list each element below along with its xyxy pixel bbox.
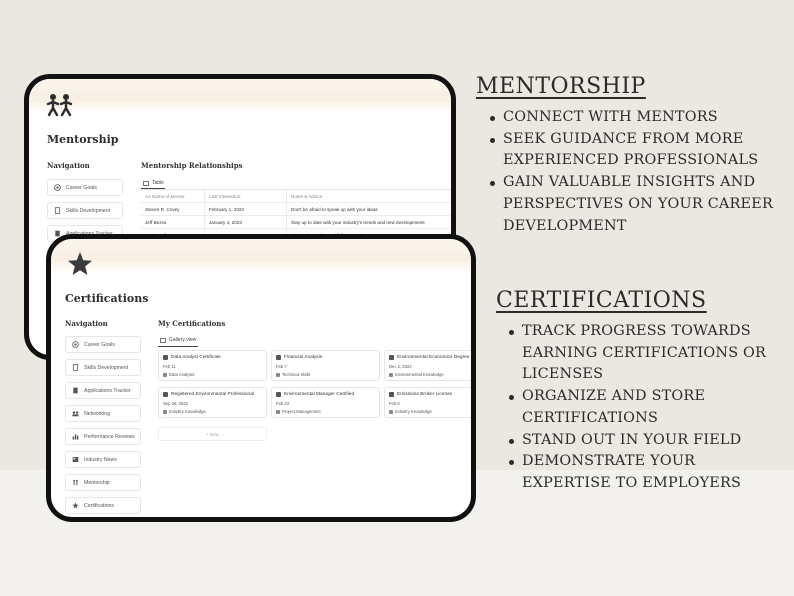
card-title: Emissions Broker License xyxy=(397,392,453,397)
leaf-icon xyxy=(389,355,394,360)
building-icon xyxy=(276,392,281,397)
nav-item-label: Applications Tracker xyxy=(84,387,131,394)
document-icon xyxy=(72,364,79,371)
nav-item-career-goals[interactable] xyxy=(47,179,123,196)
mentor-name: Steven R. Covey xyxy=(141,203,205,215)
nav-item-performance-reviews[interactable] xyxy=(65,428,141,445)
nav-item-label: Networking xyxy=(84,410,110,417)
card-category: Industry Knowledge xyxy=(395,409,432,414)
navigation-heading: Navigation xyxy=(47,161,90,170)
nav-item-industry-news[interactable] xyxy=(65,451,141,468)
page-cover xyxy=(29,79,451,113)
card-date: Feb 7 xyxy=(276,364,287,369)
card-title: Data Analyst Certificate xyxy=(171,355,221,360)
newspaper-icon xyxy=(72,456,79,463)
mentorship-feature-list xyxy=(488,107,788,237)
nav-item-networking[interactable] xyxy=(65,405,141,422)
nav-item-label: Performance Reviews xyxy=(84,433,135,440)
nav-item-label: Skills Development xyxy=(84,364,129,371)
card-category: Project Management xyxy=(282,409,321,414)
people-icon xyxy=(45,93,75,117)
nav-item-mentorship[interactable] xyxy=(65,474,141,491)
card-date: Feb 23 xyxy=(276,401,290,406)
cloud-icon xyxy=(389,392,394,397)
section-title: My Certifications xyxy=(158,319,226,328)
list-item: ORGANIZE AND STORE CERTIFICATIONS xyxy=(507,386,787,429)
mentor-name: Jeff Bezos xyxy=(141,216,205,228)
section-title: Mentorship Relationships xyxy=(141,161,243,170)
list-item: GAIN VALUABLE INSIGHTS AND PERSPECTIVES ON YOUR CAREER DEVELOPMENT xyxy=(488,172,788,237)
nav-item-label: Skills Development xyxy=(66,207,111,214)
card-title: Registered Environmental Professional xyxy=(171,392,254,397)
nav-item-skills-development[interactable] xyxy=(65,359,141,376)
nav-item-label: Career Goals xyxy=(66,184,97,191)
nav-item-certifications[interactable] xyxy=(65,497,141,514)
card-category: Environmental Knowledge xyxy=(395,372,444,377)
list-item: CONNECT WITH MENTORS xyxy=(488,107,788,129)
page-title: Certifications xyxy=(65,292,149,305)
gallery-card[interactable] xyxy=(384,387,476,418)
column-header[interactable]: Last Interaction xyxy=(205,190,287,202)
certifications-heading: CERTIFICATIONS xyxy=(496,288,707,313)
last-interaction: February 1, 2023 xyxy=(205,203,287,215)
gallery-card[interactable] xyxy=(158,387,267,418)
certifications-feature-list xyxy=(507,321,787,495)
star-icon xyxy=(72,502,79,509)
tab-gallery-view[interactable] xyxy=(160,337,196,343)
tag-icon xyxy=(163,373,167,377)
list-item: STAND OUT IN YOUR FIELD xyxy=(507,430,787,452)
card-category: Technical Skills xyxy=(282,372,311,377)
gallery-card[interactable] xyxy=(271,387,380,418)
tab-table[interactable] xyxy=(143,180,164,186)
mentorship-heading: MENTORSHIP xyxy=(476,74,646,99)
globe-icon xyxy=(163,392,168,397)
notes: Don't be afraid to speak up with your ideas xyxy=(291,206,378,212)
list-item: DEMONSTRATE YOUR EXPERTISE TO EMPLOYERS xyxy=(507,451,787,494)
navigation-heading: Navigation xyxy=(65,319,108,328)
building-icon xyxy=(389,410,393,414)
card-category: Data Analysis xyxy=(169,372,195,377)
search-icon xyxy=(276,355,281,360)
card-title: Financial Analysis xyxy=(284,355,323,360)
nav-item-career-goals[interactable] xyxy=(65,336,141,353)
card-date: Dec 2, 2022 xyxy=(389,364,412,369)
card-title: Environmental Manager Certified xyxy=(284,392,355,397)
nav-item-applications-tracker[interactable] xyxy=(65,382,141,399)
target-icon xyxy=(72,341,79,348)
tab-label: Gallery view xyxy=(169,337,197,343)
clipboard-icon xyxy=(276,410,280,414)
certifications-screenshot xyxy=(46,234,476,522)
page-cover xyxy=(51,239,471,273)
gallery-card[interactable] xyxy=(384,350,476,381)
table-row[interactable] xyxy=(141,203,451,216)
document-icon xyxy=(54,207,61,214)
people-icon xyxy=(72,410,79,417)
table-icon xyxy=(143,181,149,186)
document-icon xyxy=(72,387,79,394)
gallery-card[interactable] xyxy=(158,350,267,381)
column-header[interactable]: Notes & Advice xyxy=(291,193,323,199)
last-interaction: January 4, 2023 xyxy=(205,216,287,228)
gallery-card[interactable] xyxy=(271,350,380,381)
list-item: TRACK PROGRESS TOWARDS EARNING CERTIFICATIONS OR LICENSES xyxy=(507,321,787,386)
card-title: Environmental Economics Degree xyxy=(397,355,470,360)
notes: Stay up to date with your industry's trends and new developments xyxy=(291,219,425,225)
card-category: Industry Knowledge xyxy=(169,409,206,414)
new-button[interactable]: + New xyxy=(158,427,267,441)
card-date: Sep 26, 2022 xyxy=(163,401,188,406)
nav-item-label: Certifications xyxy=(84,502,114,509)
building-icon xyxy=(163,410,167,414)
table-header-row xyxy=(141,189,451,203)
wrench-icon xyxy=(276,373,280,377)
nav-item-skills-development[interactable] xyxy=(47,202,123,219)
card-date: Feb 11 xyxy=(163,364,176,369)
target-icon xyxy=(54,184,61,191)
list-item: SEEK GUIDANCE FROM MORE EXPERIENCED PROFESSIONALS xyxy=(488,129,788,172)
nav-item-label: Career Goals xyxy=(84,341,115,348)
page-title: Mentorship xyxy=(47,133,119,146)
chart-icon xyxy=(163,355,168,360)
card-date: Feb 6 xyxy=(389,401,400,406)
nav-item-label: Industry News xyxy=(84,456,117,463)
nav-item-label: Mentorship xyxy=(84,479,110,486)
gallery-icon xyxy=(160,338,166,343)
tab-underline xyxy=(158,346,198,347)
leaf-icon xyxy=(389,373,393,377)
tab-label: Table xyxy=(152,180,164,186)
column-header[interactable]: Aa Name of Mentor xyxy=(141,190,205,202)
table-row[interactable] xyxy=(141,216,451,229)
bar-chart-icon xyxy=(72,433,79,440)
star-icon xyxy=(67,251,93,277)
people-icon xyxy=(72,479,79,486)
